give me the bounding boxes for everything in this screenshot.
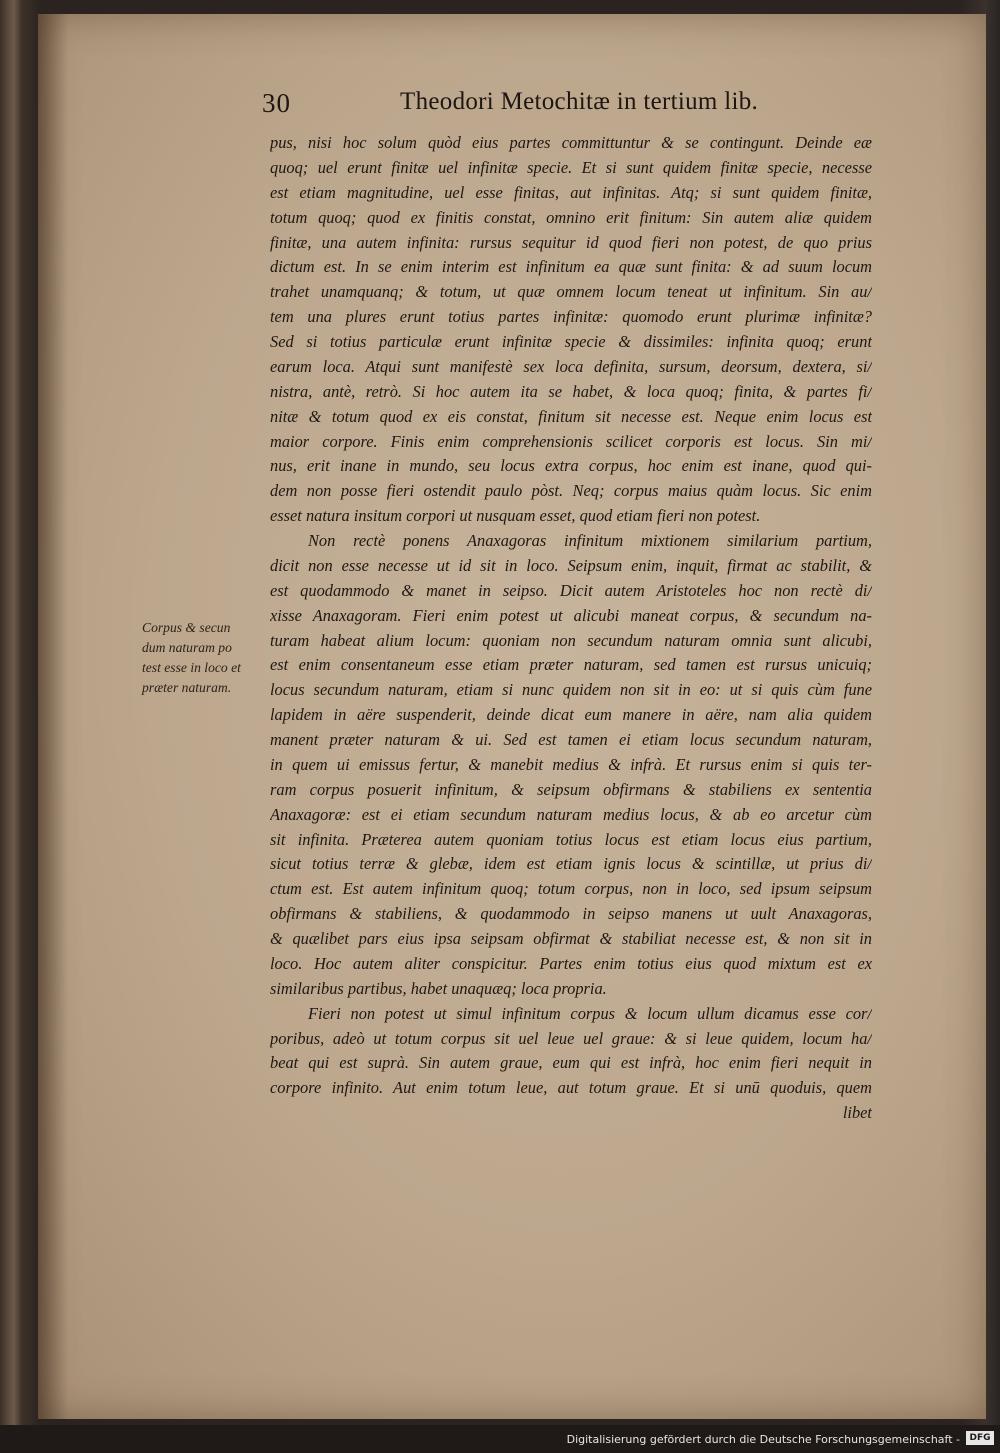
- text-line: xisse Anaxagoram. Fieri enim potest ut alicubi maneat corpus, & secundum na-: [270, 605, 872, 625]
- text-line: obfirmans & stabiliens, & quodammodo in seipso manens ut uult Anaxagoras,: [270, 904, 872, 924]
- marginal-note-line: Corpus & secun: [142, 620, 231, 635]
- text-line: ctum est. Est autem infinitum quoq; totum corpus, non in loco, sed ipsum seipsum: [270, 879, 872, 899]
- text-line: similaribus partibus, habet unaquæq; loca propria.: [270, 978, 607, 998]
- text-line: Non rectè ponens Anaxagoras infinitum mixtionem similarium partium,: [308, 531, 872, 550]
- text-line: locus secundum naturam, etiam si nunc quidem non sit in eo: ut si quis cùm fune: [270, 680, 872, 700]
- text-line: tem una plures erunt totius partes infinitæ: quomodo erunt plurimæ infinitæ?: [270, 307, 872, 327]
- text-line: est etiam magnitudine, uel esse finitas, aut infinitas. Atq; si sunt quidem finitæ,: [270, 182, 872, 202]
- text-line: maior corpore. Finis enim comprehensionis scilicet corporis est locus. Sin mi/: [270, 431, 872, 451]
- text-line: quoq; uel erunt finitæ uel infinitæ specie. Et si sunt quidem finitæ specie, necesse: [270, 157, 872, 177]
- body-text: [270, 131, 872, 1126]
- text-line: beat qui est suprà. Sin autem graue, eum qui est infrà, hoc enim fieri nequit in: [270, 1053, 872, 1073]
- text-line: lapidem in aëre suspenderit, deinde dicat eum manere in aëre, nam alia quidem: [270, 705, 872, 725]
- text-line: nus, erit inane in mundo, seu locus extra corpus, hoc enim est inane, quod qui-: [270, 456, 872, 476]
- text-line: finitæ, una autem infinita: rursus sequitur id quod fieri non potest, de quo prius: [270, 232, 872, 252]
- text-line: totum quoq; quod ex finitis constat, omnino erit finitum: Sin autem aliæ quidem: [270, 207, 872, 227]
- text-line: corpore infinito. Aut enim totum leue, aut totum graue. Et si unū quoduis, quem: [270, 1078, 872, 1098]
- text-line: dicit non esse necesse ut id sit in loco. Seipsum enim, inquit, firmat ac stabilit, &: [270, 555, 872, 575]
- text-line: ram corpus posuerit infinitum, & seipsum obfirmans & stabiliens ex sententia: [270, 779, 872, 799]
- footer-bar: [0, 1425, 1000, 1453]
- text-line: poribus, adeò ut totum corpus sit uel leue uel graue: & si leue quidem, locum ha/: [270, 1028, 872, 1048]
- catchword: libet: [842, 1103, 872, 1123]
- text-line: nitæ & totum quod ex eis constat, finitum sit necesse est. Neque enim locus est: [270, 406, 872, 426]
- text-line: in quem ui emissus fertur, & manebit medius & infrà. Et rursus enim si quis ter-: [270, 754, 872, 774]
- page-number: 30: [262, 88, 291, 118]
- marginal-note-line: dum naturam po: [142, 640, 232, 655]
- text-line: dictum est. In se enim interim est infinitum ea quæ sunt finita: & ad suum locum: [270, 257, 872, 277]
- page-header: [262, 88, 872, 128]
- text-line: manent præter naturam & ui. Sed est tamen ei etiam locus secundum naturam,: [270, 730, 872, 749]
- text-line: Anaxagoræ: est ei etiam secundum naturam medius locus, & ab eo arcetur cùm: [270, 804, 872, 824]
- marginal-note-line: test esse in loco et: [142, 660, 241, 675]
- marginal-note: [142, 618, 272, 698]
- text-line: sicut totius terræ & glebæ, idem est etiam ignis locus & scintillæ, ut prius di/: [270, 854, 872, 874]
- dfg-logo: DFG: [966, 1431, 994, 1445]
- text-line: nistra, antè, retrò. Si hoc autem ita se habet, & loca quoq; finita, & partes fi/: [270, 381, 872, 401]
- marginal-note-line: præter naturam.: [142, 680, 232, 695]
- text-line: Fieri non potest ut simul infinitum corpus & locum ullum dicamus esse cor/: [308, 1003, 872, 1023]
- text-line: esset natura insitum corpori ut nusquam esset, quod etiam fieri non potest.: [270, 506, 761, 526]
- text-line: & quælibet pars eius ipsa seipsam obfirmat & stabiliat necesse est, & non sit in: [270, 929, 872, 948]
- text-line: est enim consentaneum esse etiam præter naturam, sed tamen est rursus unicuiq;: [270, 655, 872, 675]
- text-line: loco. Hoc autem aliter conspicitur. Partes enim totius eius quod mixtum est ex: [270, 953, 872, 973]
- text-line: earum loca. Atqui sunt manifestè sex loca definita, sursum, deorsum, dextera, si/: [270, 356, 872, 376]
- text-line: sit infinita. Præterea autem quoniam totius locus est etiam locus eius partium,: [270, 829, 872, 849]
- text-line: Sed si totius particulæ erunt infinitæ specie & dissimiles: infinita quoq; erunt: [270, 332, 872, 351]
- running-head: Theodori Metochitæ in tertium lib.: [400, 88, 759, 115]
- text-line: dem non posse fieri ostendit paulo pòst. Neq; corpus maius quàm locus. Sic enim: [270, 481, 872, 501]
- funding-credit: Digitalisierung gefördert durch die Deutsche Forschungsgemeinschaft -: [566, 1433, 960, 1446]
- text-line: trahet unamquanq; & totum, ut quæ omnem locum teneat ut infinitum. Sin au/: [270, 282, 872, 302]
- text-line: turam habeat alium locum: quoniam non secundum naturam omnia sunt alicubi,: [270, 630, 872, 650]
- text-line: est quodammodo & manet in seipso. Dicit autem Aristoteles hoc non rectè di/: [270, 580, 872, 600]
- text-line: pus, nisi hoc solum quòd eius partes committuntur & se contingunt. Deinde eæ: [270, 133, 872, 152]
